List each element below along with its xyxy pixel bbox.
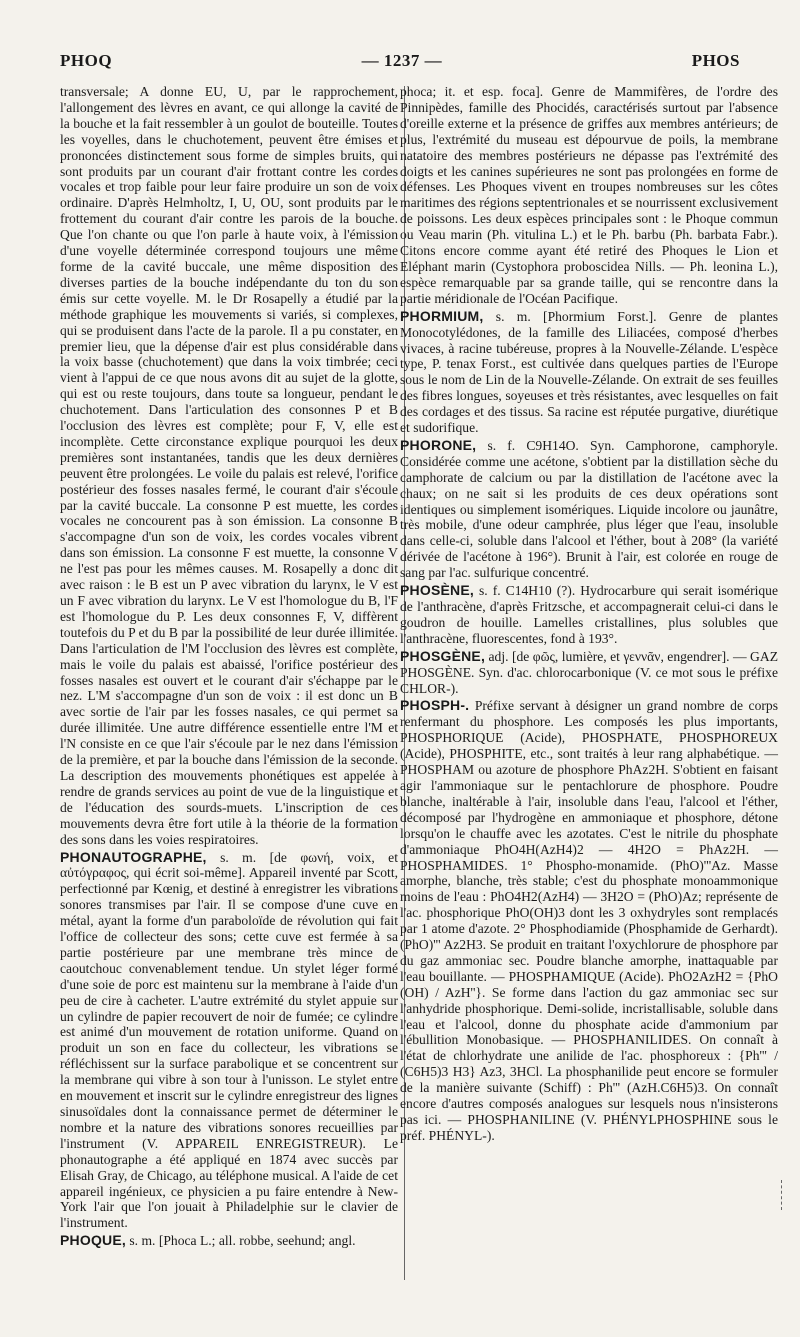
headword-phormium: PHORMIUM, <box>400 307 484 324</box>
entry-phormium <box>400 309 778 436</box>
definition-phonautographe: s. m. [de φωνή, voix, et αὐτόγραφος, qui écrit soi-même]. Appareil inventé par Scott, perfectionné par Kœnig, et destiné à enregistrer les vibrations sonores transmises par l'air. Il se compose d'une cuve en métal, ayant la forme d'un paraboloïde de révolution qui fait l'office de collecteur des sons; cette cuve est fermée à sa partie postérieure par une membrane très mince de caoutchouc convenablement tendue. Un stylet léger formé d'une soie de porc est maintenu sur la membrane à l'aide d'un peu de cire à cacheter. L'autre extrémité du stylet appuie sur un cylindre de papier recouvert de noir de fumée; ce cylindre est animé d'un mouvement de rotation uniforme. Quand on produit un son en face du collecteur, les vibrations se réfléchissent sur la surface parabolique et se concentrent sur la membrane qui vibre à son tour à l'unisson. Le stylet entre en mouvement et inscrit sur le cylindre enregistreur des lignes sinusoïdales dont la connaissance permet de déterminer le nombre et la nature des vibrations sonores recueillies par l'instrument (V. APPAREIL ENREGISTREUR). Le phonautographe a été appliqué en 1874 avec succès par Elisah Gray, de Chicago, au téléphone musical. A l'aide de cet appareil ingénieux, ce physicien a pu faire entendre à New-York l'air que l'on jouait à Philadelphie sur le clavier de l'instrument. <box>60 849 398 1231</box>
phonetics-paragraph: transversale; A donne EU, U, par le rapprochement, l'allongement des lèvres en avant, ce qui allonge la cavité de la bouche et la fait ressembler à un goulot de bouteille. Toutes les voyelles, dans le chuchotement, peuvent être émises et prononcées distinctement sous forme de simples bruits, qui sont produits par un courant d'air frottant contre les cordes vocales et trop faible pour leur faire produire un son de voix ordinaire. D'après Helmholtz, I, U, OU, sont produits par le frottement du courant d'air contre les parois de la bouche. Que l'on chante ou que l'on parle à haute voix, à l'émission d'une voyelle déterminée correspond toujours une même forme de la cavité buccale, une même disposition des diverses parties de la bouche indépendante du ton du son émis sur cette voyelle. M. le Dr Rosapelly a étudié par la méthode graphique les mouvements si variés, si complexes, qui se produisent dans l'acte de la parole. Il a pu constater, en premier lieu, que la dépense d'air est plus considérable dans la voix basse (chuchotement) que dans la voix timbrée; ceci vient à l'appui de ce que nous avons dit au sujet de la glotte, qui est ou reste toujours, dans toute sa longueur, pendant le chuchotement. Dans l'articulation des consonnes P et B l'occlusion des lèvres est complète; pour F, V, elle est incomplète. Cette circonstance explique pourquoi les deux premières sont instantanées, tandis que les deux dernières peuvent être prolongées. Le voile du palais est relevé, l'orifice postérieur des fosses nasales fermé, le courant d'air s'écoule par la cavité buccale. La consonne P est muette, les cordes vocales ne concourent pas à son émission. La consonne B s'accompagne d'un son de voix, les cordes vocales vibrent dans son émission. La consonne F est muette, la consonne V ne l'est pas pour les mêmes causes. M. Rosapelly a donc dit avec raison : le B est un P avec vibration du larynx, le V est un F avec vibration du larynx. Le V est l'homologue du B, l'F est l'homologue du P. Les deux consonnes F, V, diffèrent toutefois du P et du B par la possibilité de leur durée illimitée. Dans l'articulation de l'M l'occlusion des lèvres est complète, mais le voile du palais est abaissé, l'orifice postérieur des fosses nasales est ouvert et le courant d'air s'échappe par le nez. L'M s'accompagne d'un son de voix : il est donc un B avec sortie de l'air par les fosses nasales, ce qui permet sa durée illimitée. Une autre différence essentielle entre l'M et l'N consiste en ce que l'air s'écoule par le nez dans l'émission de la première, et par la bouche dans l'émission de la seconde. La description des mouvements phonétiques est appelée à rendre de grands services au point de vue de la linguistique et de l'éducation des sourds-muets. L'inscription de ces mouvements devra être fort utile à la théorie de la formation des sons dans les voies respiratoires. <box>60 84 398 847</box>
phoque-continuation: phoca; it. et esp. foca]. Genre de Mammifères, de l'ordre des Pinnipèdes, famille des Phocidés, caractérisés surtout par l'absence d'oreille externe et la présence de griffes aux membres antérieurs; de plus, l'extrémité du museau est dépourvue de poils, la membrane natatoire des membres postérieurs ne dépasse pas l'extrémité des doigts et les canines supérieures ne sont pas prolongées en forme de défenses. Les Phoques vivent en troupes nombreuses sur les côtes maritimes des régions septentrionales et se nourrissent exclusivement de poissons. Les deux espèces principales sont : le Phoque commun ou Veau marin (Ph. vitulina L.) et le Ph. barbu (Ph. barbata Fabr.). Citons encore comme ayant été retiré des Phoques le Lion et Eléphant marin (Cystophora proboscidea Nills. — Ph. leonina L.), espèce remarquable par sa grande taille, qui se rencontre dans la partie méridionale de l'Océan Pacifique. <box>400 84 778 306</box>
left-column <box>60 84 398 1249</box>
header-right-keyword: PHOS <box>691 51 740 70</box>
entry-phosph <box>400 698 778 1143</box>
headword-phorone: PHORONE, <box>400 436 477 453</box>
entry-phorone <box>400 438 778 581</box>
header-left-keyword: PHOQ <box>60 51 113 70</box>
headword-phonautographe: PHONAUTOGRAPHE, <box>60 848 207 865</box>
definition-phoque-start: s. m. [Phoca L.; all. robbe, seehund; angl. <box>129 1233 356 1249</box>
definition-phosgene: adj. [de φῶς, lumière, et γεννᾶν, engendrer]. — GAZ PHOSGÈNE. Syn. d'ac. chlorocarbonique (V. ce mot sous le préfixe CHLOR-). <box>400 648 778 696</box>
definition-phosph: Préfixe servant à désigner un grand nombre de corps renfermant du phosphore. Les composés les plus importants, PHOSPHORIQUE (Acide), PHOSPHATE, PHOSPHOREUX (Acide), PHOSPHITE, etc., sont traités à leur rang alphabétique. — PHOSPHAM ou azoture de phosphore PhAz2H. S'obtient en faisant agir l'ammoniaque sur le pentachlorure de phosphore. Poudre blanche, inaltérable à l'air, insoluble dans l'eau, l'alcool et l'éther, décomposé par l'hydrogène en ammoniaque et phosphore, détone lorsqu'on le chauffe avec les azotates. C'est le nitrile du phosphate d'ammoniaque PhO4H(AzH4)2 — 4H2O = PhAz2H. — PHOSPHAMIDES. 1° Phospho-monamide. (PhO)'''Az. Masse amorphe, blanche, très stable; c'est du phosphate monoammonique moins de l'eau : PhO4H2(AzH4) — 3H2O = (PhO)Az; représente de l'ac. phosphorique PhO(OH)3 dont les 3 oxhydryles sont remplacés par 1 atome d'azote. 2° Phosphodiamide (Phosphamide de Gerhardt). (PhO)''' Az2H3. Se produit en traitant l'oxychlorure de phosphore par du gaz ammoniac sec. Poudre blanche amorphe, inattaquable par l'eau bouillante. — PHOSPHAMIQUE (Acide). PhO2AzH2 = {PhO (OH) / AzH''}. Se forme dans l'action du gaz ammoniac sec sur l'anhydride phosphorique. Demi-solide, incristallisable, soluble dans l'eau et l'alcool, donne du phosphate acide d'ammonium par l'ébullition Monobasique. — PHOSPHANILIDES. On connaît à l'état de chlorhydrate une anilide de l'ac. phosphoreux : {Ph''' / (C6H5)3 H3} Az3, 3HCl. La phosphanilide peut encore se formuler de la manière suivante (Schiff) : Ph''' (AzH.C6H5)3. On connaît encore d'autres composés analogues sur lesquels nous n'insisterons pas ici. — PHOSPHANILINE (V. PHÉNYLPHOSPHINE sous le préf. PHÉNYL-). <box>400 698 778 1143</box>
entry-phonautographe <box>60 850 398 1232</box>
page-number: — 1237 — <box>361 51 443 70</box>
entry-phosgene <box>400 649 778 697</box>
headword-phoque: PHOQUE, <box>60 1232 126 1249</box>
entry-phosene <box>400 583 778 647</box>
right-column <box>400 84 778 1144</box>
binding-mark <box>781 1180 790 1210</box>
definition-phosene: s. f. C14H10 (?). Hydrocarbure qui serait isomérique de l'anthracène, d'après Fritzsche, et accompagnerait celui-ci dans le goudron de houille. Lamelles cristallines, plus solubles que l'anthracène, fluorescentes, fond à 193°. <box>400 583 778 646</box>
headword-phosgene: PHOSGÈNE, <box>400 647 486 664</box>
headword-phosene: PHOSÈNE, <box>400 582 474 599</box>
definition-phorone: s. f. C9H14O. Syn. Camphorone, camphoryle. Considérée comme une acétone, s'obtient par la distillation sèche du camphorate de calcium ou par la distillation de l'acétone avec la chaux; on ne sait si les produits de ces deux opérations sont identiques ou simplement isomériques. Liquide incolore ou jaunâtre, très mobile, d'une odeur camphrée, plus léger que l'eau, insoluble dans celle-ci, soluble dans l'alcool et l'éther, bout à 208° (la variété dérivée de l'acétone à 196°). Brunit à l'air, est colorée en rouge de sang par l'ac. sulfurique concentré. <box>400 437 778 581</box>
headword-phosph: PHOSPH-. <box>400 697 470 714</box>
running-head <box>60 48 740 74</box>
definition-phormium: s. m. [Phormium Forst.]. Genre de plantes Monocotylédones, de la famille des Liliacées, composé d'herbes vivaces, à racine tubéreuse, propres à la Nouvelle-Zélande. L'espèce type, P. tenax Forst., est cultivée dans quelques parties de l'Europe sous le nom de Lin de la Nouvelle-Zélande. On extrait de ses feuilles des fibres longues, soyeuses et très résistantes, avec lesquelles on fait des cordages et des tissus. Sa racine est réputée purgative, diurétique et sudorifique. <box>400 308 778 436</box>
entry-phoque <box>60 1233 398 1249</box>
